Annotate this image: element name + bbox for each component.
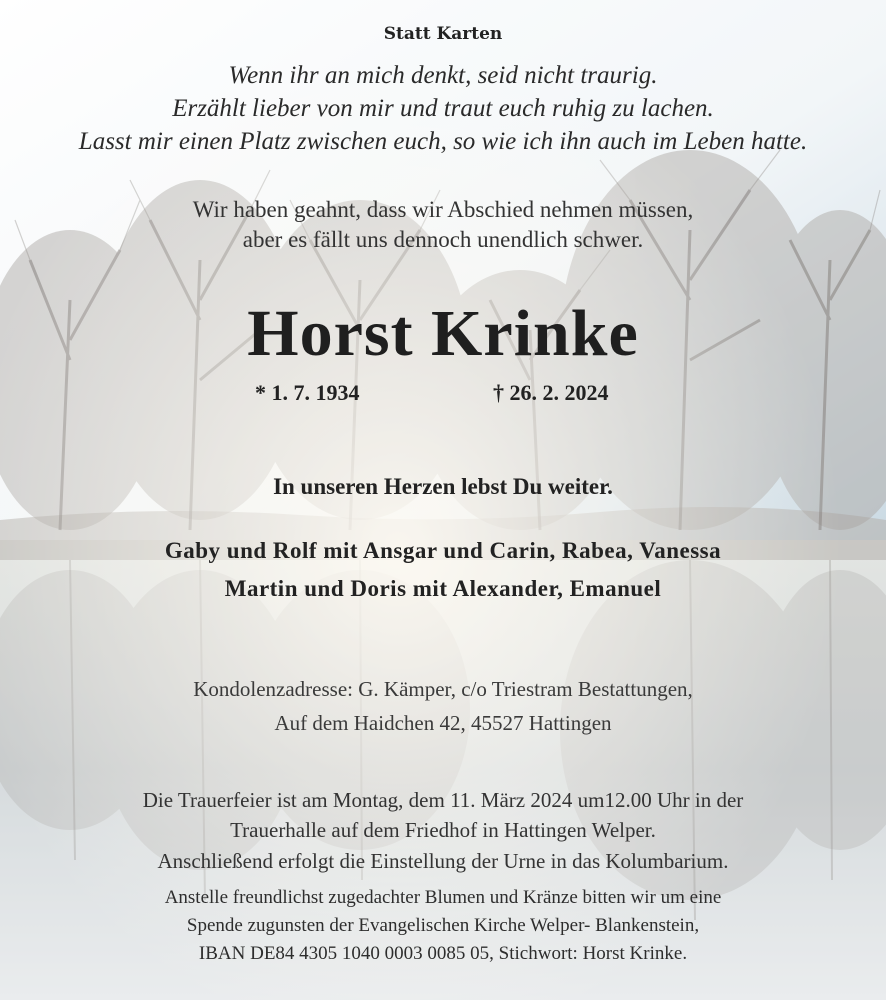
donation-line-2: Spende zugunsten der Evangelischen Kirche Welper- Blankenstein, [186,915,700,936]
intro-line-1: Wir haben geahnt, dass wir Abschied nehmen müssen, [192,197,694,222]
birth-date: * 1. 7. 1934 [255,380,360,405]
death-date: † 26. 2. 2024 [493,380,609,405]
deceased-name: Horst Krinke [247,297,639,370]
intro-line-2: aber es fällt uns dennoch unendlich schwer. [242,227,644,252]
statt-karten-heading: Statt Karten [383,24,503,44]
condolence-address-line-2: Auf dem Haidchen 42, 45527 Hattingen [274,711,612,735]
donation-line-3: IBAN DE84 4305 1040 0003 0085 05, Stichwort: Horst Krinke. [198,943,688,964]
poem-line-3: Lasst mir einen Platz zwischen euch, so wie ich ihn auch im Leben hatte. [78,128,808,155]
family-line-1: Gaby und Rolf mit Ansgar und Carin, Rabea, Vanessa [164,538,722,563]
condolence-address-line-1: Kondolenzadresse: G. Kämper, c/o Triestram Bestattungen, [193,677,693,701]
poem-line-2: Erzählt lieber von mir und traut euch ruhig zu lachen. [172,95,714,122]
tribute-line: In unseren Herzen lebst Du weiter. [273,474,613,499]
service-line-3: Anschließend erfolgt die Einstellung der Urne in das Kolumbarium. [157,849,729,873]
donation-line-1: Anstelle freundlichst zugedachter Blumen und Kränze bitten wir um eine [164,887,722,908]
service-line-1: Die Trauerfeier ist am Montag, dem 11. März 2024 um12.00 Uhr in der [142,788,744,812]
poem-line-1: Wenn ihr an mich denkt, seid nicht traurig. [228,62,658,89]
service-line-2: Trauerhalle auf dem Friedhof in Hattingen Welper. [230,818,656,842]
family-line-2: Martin und Doris mit Alexander, Emanuel [224,576,662,601]
